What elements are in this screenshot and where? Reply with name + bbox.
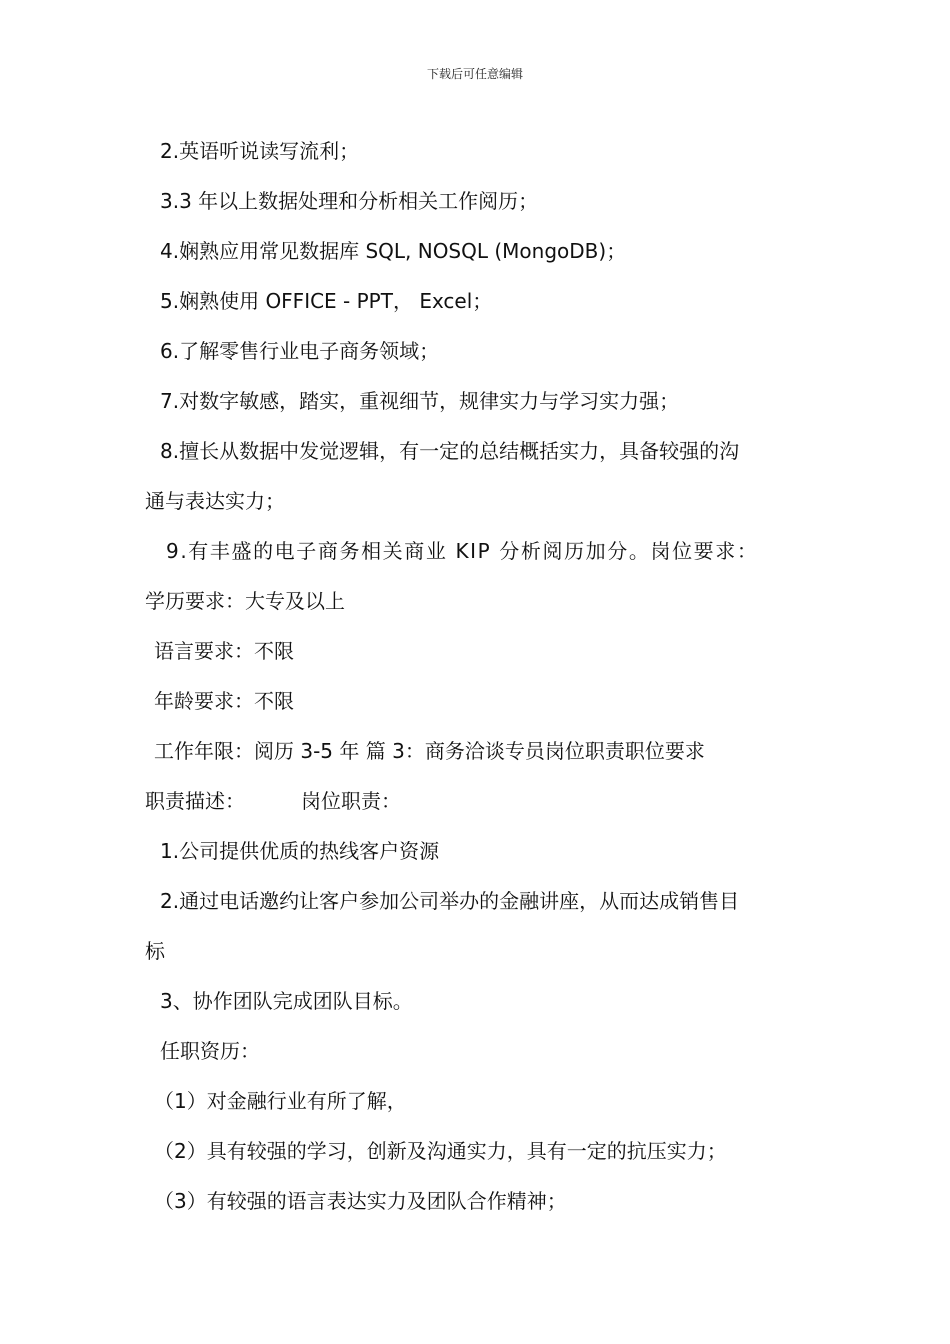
requirement-item-8-continued: 通与表达实力； — [145, 489, 285, 513]
duty-item-2: 2.通过电话邀约让客户参加公司举办的金融讲座，从而达成销售目 — [160, 889, 740, 913]
duty-description-row — [145, 788, 401, 814]
education-requirement: 学历要求：大专及以上 — [145, 589, 345, 613]
duty-description-label: 职责描述： — [145, 789, 245, 813]
qualification-item-2: （2）具有较强的学习，创新及沟通实力，具有一定的抗压实力； — [154, 1139, 727, 1163]
requirement-item-9: 9.有丰盛的电子商务相关商业 KIP 分析阅历加分。岗位要求： — [166, 539, 759, 563]
qualification-item-1: （1）对金融行业有所了解， — [154, 1089, 407, 1113]
experience-requirement: 工作年限：阅历 3-5 年 篇 3：商务洽谈专员岗位职责职位要求 — [154, 739, 705, 763]
requirement-item-5: 5.娴熟使用 OFFICE - PPT， Excel； — [160, 289, 493, 313]
qualification-heading: 任职资历： — [160, 1039, 260, 1063]
page-header: 下载后可任意编辑 — [426, 67, 523, 81]
language-requirement: 语言要求：不限 — [154, 639, 294, 663]
duty-item-2-continued: 标 — [145, 939, 165, 963]
post-duty-label: 岗位职责： — [301, 789, 401, 813]
duty-item-1: 1.公司提供优质的热线客户资源 — [160, 839, 440, 863]
requirement-item-8: 8.擅长从数据中发觉逻辑，有一定的总结概括实力，具备较强的沟 — [160, 439, 740, 463]
requirement-item-7: 7.对数字敏感，踏实，重视细节，规律实力与学习实力强； — [160, 389, 680, 413]
age-requirement: 年龄要求：不限 — [154, 689, 294, 713]
requirement-item-6: 6.了解零售行业电子商务领域； — [160, 339, 440, 363]
requirement-item-4: 4.娴熟应用常见数据库 SQL, NOSQL (MongoDB)； — [160, 239, 627, 263]
qualification-item-3: （3）有较强的语言表达实力及团队合作精神； — [154, 1189, 567, 1213]
duty-item-3: 3、协作团队完成团队目标。 — [160, 989, 413, 1013]
requirement-item-3: 3.3 年以上数据处理和分析相关工作阅历； — [160, 189, 539, 213]
requirement-item-2: 2.英语听说读写流利； — [160, 139, 360, 163]
